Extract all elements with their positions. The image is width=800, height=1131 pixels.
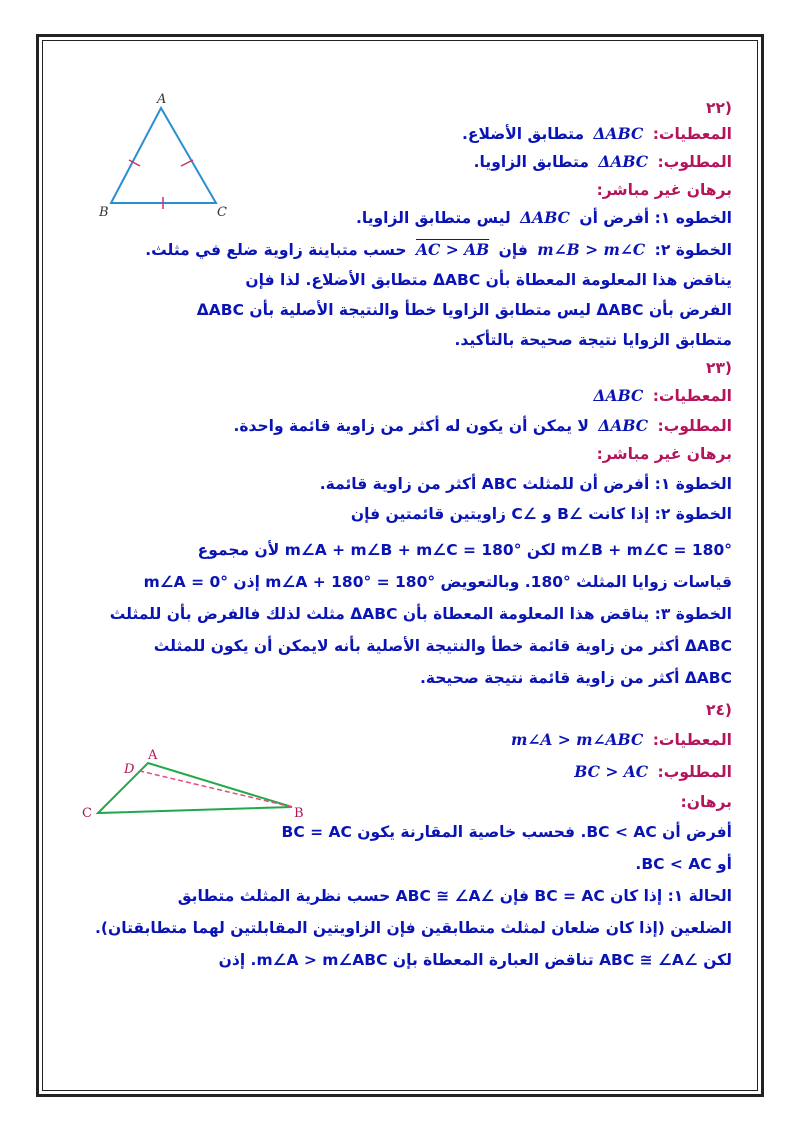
vertex-label-c: C [217,205,227,220]
case-1-line-3: لكن ∠ABC ≅ ∠A تناقض العبارة المعطاة بإن m∠A > m∠ABC. إذن [218,951,732,969]
step-text: حسب متباينة زاوية ضلع في مثلث. [145,241,407,259]
document-body [60,86,732,1076]
case-1-line-1: الحالة ١: إذا كان BC = AC فإن ∠ABC ≅ ∠A حسب نظرية المثلث متطابق [177,887,732,905]
required-math: BC > AC [574,762,649,781]
required-label: المطلوب: [657,417,732,435]
required-label: المطلوب: [657,153,732,171]
required-text: متطابق الزاويا. [473,153,589,171]
step-3-line-1: الخطوة ٣: يناقض هذا المعلومة المعطاة بأن ΔABC مثلث لذلك فالفرض بأن للمثلث [109,605,732,623]
required-line [570,758,732,786]
step-text: ليس متطابق الزاويا. [356,209,511,227]
section-number: (٢٢ [705,99,732,117]
given-math: m∠A > m∠ABC [510,730,644,749]
required-label: المطلوب: [657,763,732,781]
given-math: ΔABC [593,386,644,405]
step-math: AC > AB [415,240,490,259]
proof-title: برهان غير مباشر: [596,445,732,463]
given-label: المعطيات: [652,125,732,143]
step-1 [356,204,732,232]
step-label: الخطوة ٢: [654,241,732,259]
required-math: ΔABC [598,152,649,171]
given-line [590,382,732,410]
vertex-label-b: B [294,806,304,821]
vertex-label-a: A [148,748,158,763]
step-2-line-1: الخطوة ٢: إذا كانت ∠B و ∠C زاويتين قائمتين فإن [350,505,732,523]
section-number: (٢٤ [705,701,732,719]
given-math: ΔABC [593,124,644,143]
case-1-line-2: الضلعين (إذا كان ضلعان لمثلث متطابقين فإن الزاويتين المقابلتين لهما متطابقتان). [95,919,732,937]
step-3-line-2: ΔABC أكثر من زاوية قائمة خطأ والنتيجة الأصلية بأنه لايمكن أن يكون للمثلث [153,637,732,655]
required-line [474,148,732,176]
required-text: لا يمكن أن يكون له أكثر من زاوية قائمة واحدة. [233,417,589,435]
step-text: فإن [498,241,528,259]
step-2 [145,236,732,264]
step-1: الخطوة ١: أفرض أن للمثلث ABC أكثر من زاوية قائمة. [319,475,732,493]
required-math: ΔABC [598,416,649,435]
step-label: الخطوه ١: [654,209,732,227]
required-line [234,412,733,440]
given-label: المعطيات: [652,731,732,749]
step-2-line-3: قياسات زوايا المثلث °180. وبالتعويض m∠A + 180° = 180° إذن m∠A = 0° [143,573,732,591]
section-number: (٢٣ [705,359,732,377]
vertex-label-b: B [99,205,109,220]
vertex-label-a: A [157,92,167,107]
given-text: متطابق الأضلاع. [462,125,585,143]
proof-title: برهان: [680,793,732,811]
given-line [507,726,732,754]
step-2-line-2: m∠B + m∠C = 180° لكن m∠A + m∠B + m∠C = 180° لأن مجموع [197,541,732,559]
step-math: m∠B > m∠C [537,240,646,259]
proof-line-2: أو BC < AC. [635,855,732,873]
step-3-line-2: الفرض بأن ΔABC ليس متطابق الزاويا خطأ والنتيجة الأصلية بأن ΔABC [196,301,732,319]
step-3-line-3: متطابق الزوايا نتيجة صحيحة بالتأكيد. [454,331,732,349]
vertex-label-d: D [124,762,135,777]
given-label: المعطيات: [652,387,732,405]
step-text: أفرض أن [579,209,650,227]
vertex-label-c: C [82,806,92,821]
proof-line-1: أفرض أن BC < AC. فحسب خاصية المقارنة يكون BC = AC [281,823,732,841]
step-math: ΔABC [520,208,570,227]
step-3-line-1: يناقض هذا المعلومة المعطاة بأن ΔABC متطابق الأضلاع. لذا فإن [245,271,732,289]
step-3-line-3: ΔABC أكثر من زاوية قائمة نتيجة صحيحة. [419,669,732,687]
proof-title: برهان غير مباشر: [596,181,732,199]
given-line [462,120,732,148]
